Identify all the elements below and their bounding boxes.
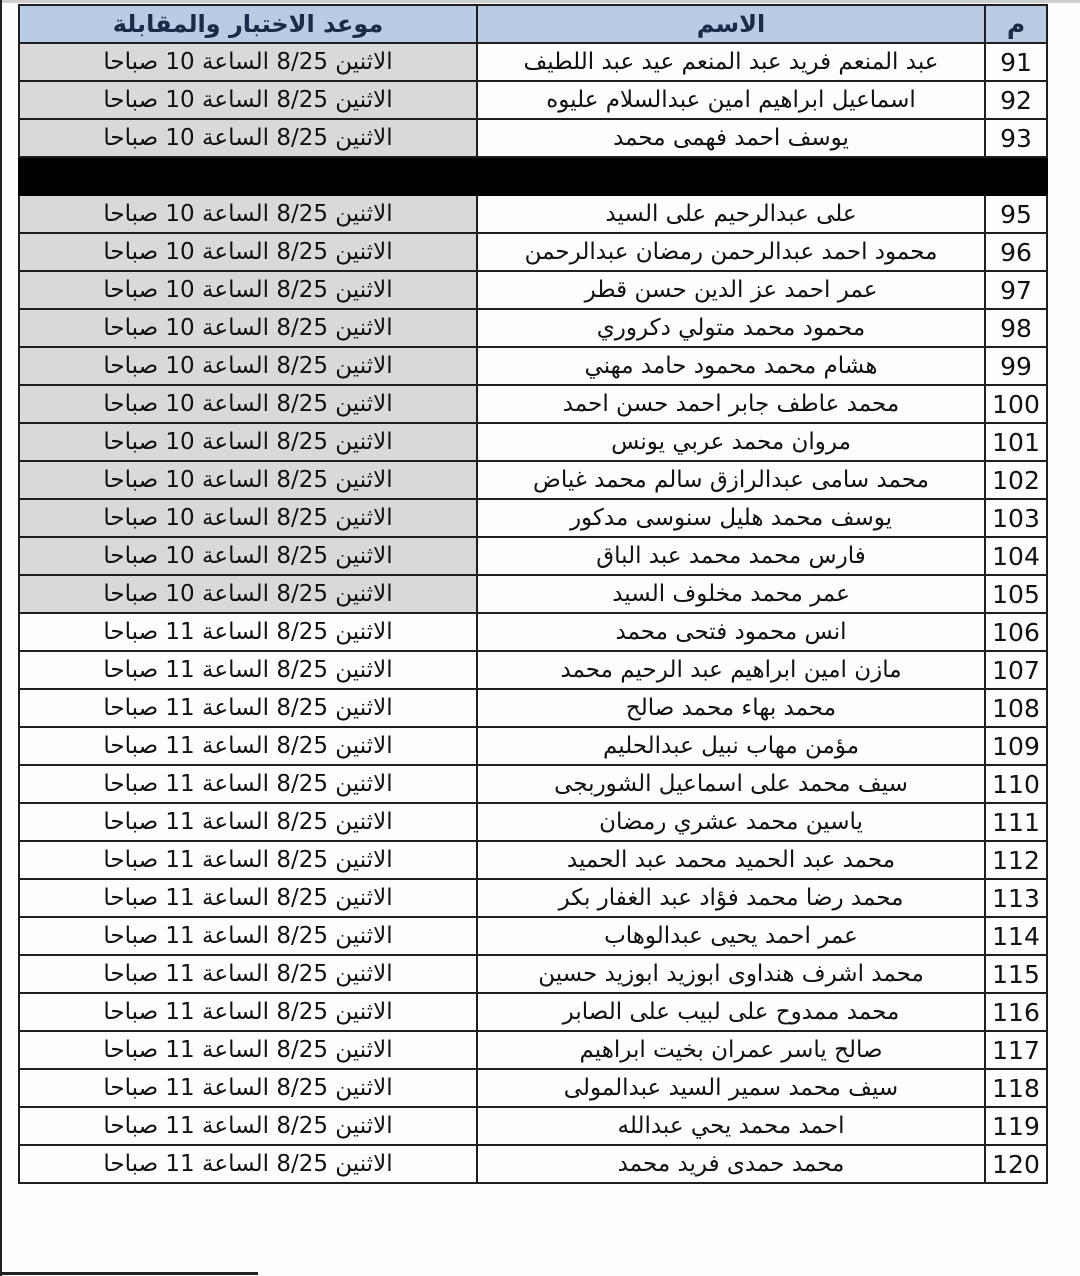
row-num: 114 [985, 917, 1047, 955]
table-row [19, 917, 1047, 955]
row-num: 98 [985, 309, 1047, 347]
row-num: 113 [985, 879, 1047, 917]
row-time: الاثنين 8/25 الساعة 11 صباحا [19, 879, 477, 917]
top-edge [0, 0, 1080, 3]
row-name: يوسف محمد هليل سنوسى مدكور [477, 499, 985, 537]
row-num: 109 [985, 727, 1047, 765]
table-row [19, 309, 1047, 347]
row-time: الاثنين 8/25 الساعة 10 صباحا [19, 271, 477, 309]
row-time: الاثنين 8/25 الساعة 10 صباحا [19, 347, 477, 385]
table-row [19, 385, 1047, 423]
table-row [19, 233, 1047, 271]
table-row [19, 1145, 1047, 1183]
row-num: 110 [985, 765, 1047, 803]
table-row [19, 1031, 1047, 1069]
table-row [19, 423, 1047, 461]
row-time: الاثنين 8/25 الساعة 10 صباحا [19, 119, 477, 157]
row-num: 105 [985, 575, 1047, 613]
row-num: 119 [985, 1107, 1047, 1145]
row-name: عمر احمد عز الدين حسن قطر [477, 271, 985, 309]
row-time: الاثنين 8/25 الساعة 11 صباحا [19, 1107, 477, 1145]
row-time: الاثنين 8/25 الساعة 11 صباحا [19, 993, 477, 1031]
row-time: الاثنين 8/25 الساعة 10 صباحا [19, 195, 477, 233]
row-num: 103 [985, 499, 1047, 537]
left-edge [0, 0, 2, 1276]
row-time: الاثنين 8/25 الساعة 11 صباحا [19, 727, 477, 765]
header-row [19, 5, 1047, 43]
row-num: 96 [985, 233, 1047, 271]
row-num: 115 [985, 955, 1047, 993]
header-num: م [985, 5, 1047, 43]
row-time: الاثنين 8/25 الساعة 10 صباحا [19, 309, 477, 347]
table-row [19, 1069, 1047, 1107]
row-num: 97 [985, 271, 1047, 309]
row-num: 108 [985, 689, 1047, 727]
row-name: محمد عاطف جابر احمد حسن احمد [477, 385, 985, 423]
row-num: 120 [985, 1145, 1047, 1183]
row-num: 106 [985, 613, 1047, 651]
row-name: يوسف احمد فهمى محمد [477, 119, 985, 157]
row-time: الاثنين 8/25 الساعة 11 صباحا [19, 841, 477, 879]
row-time: الاثنين 8/25 الساعة 11 صباحا [19, 1145, 477, 1183]
row-time: الاثنين 8/25 الساعة 11 صباحا [19, 955, 477, 993]
row-name: هشام محمد محمود حامد مهني [477, 347, 985, 385]
table-row [19, 765, 1047, 803]
row-name: صالح ياسر عمران بخيت ابراهيم [477, 1031, 985, 1069]
row-time: الاثنين 8/25 الساعة 11 صباحا [19, 689, 477, 727]
row-num: 107 [985, 651, 1047, 689]
row-num: 102 [985, 461, 1047, 499]
row-name: مؤمن مهاب نبيل عبدالحليم [477, 727, 985, 765]
row-num: 92 [985, 81, 1047, 119]
row-name: انس محمود فتحى محمد [477, 613, 985, 651]
table-row [19, 347, 1047, 385]
bottom-edge-line [0, 1272, 258, 1275]
row-time: الاثنين 8/25 الساعة 10 صباحا [19, 461, 477, 499]
table-row [19, 1107, 1047, 1145]
row-name: محمد عبد الحميد محمد عبد الحميد [477, 841, 985, 879]
row-name: فارس محمد محمد عبد الباق [477, 537, 985, 575]
row-name: محمد اشرف هنداوى ابوزيد ابوزيد حسين [477, 955, 985, 993]
table-row [19, 803, 1047, 841]
row-time: الاثنين 8/25 الساعة 11 صباحا [19, 917, 477, 955]
row-num: 104 [985, 537, 1047, 575]
row-name: سيف محمد سمير السيد عبدالمولى [477, 1069, 985, 1107]
row-name: عمر احمد يحيى عبدالوهاب [477, 917, 985, 955]
table-row [19, 499, 1047, 537]
row-time: الاثنين 8/25 الساعة 10 صباحا [19, 537, 477, 575]
table-row [19, 841, 1047, 879]
row-num: 99 [985, 347, 1047, 385]
header-time: موعد الاختبار والمقابلة [19, 5, 477, 43]
table-row [19, 575, 1047, 613]
row-time: الاثنين 8/25 الساعة 10 صباحا [19, 575, 477, 613]
row-name: محمد سامى عبدالرازق سالم محمد غياض [477, 461, 985, 499]
row-time: الاثنين 8/25 الساعة 11 صباحا [19, 613, 477, 651]
table-row [19, 195, 1047, 233]
table-row [19, 689, 1047, 727]
row-name: مازن امين ابراهيم عبد الرحيم محمد [477, 651, 985, 689]
row-time: الاثنين 8/25 الساعة 10 صباحا [19, 43, 477, 81]
row-name: عمر محمد مخلوف السيد [477, 575, 985, 613]
row-num: 91 [985, 43, 1047, 81]
row-name: احمد محمد يحي عبدالله [477, 1107, 985, 1145]
table-row [19, 271, 1047, 309]
header-name: الاسم [477, 5, 985, 43]
row-time: الاثنين 8/25 الساعة 11 صباحا [19, 1031, 477, 1069]
table-row [19, 955, 1047, 993]
row-name: محمود محمد متولي دكروري [477, 309, 985, 347]
row-name: اسماعيل ابراهيم امين عبدالسلام عليوه [477, 81, 985, 119]
row-name: محمود احمد عبدالرحمن رمضان عبدالرحمن [477, 233, 985, 271]
row-num: 101 [985, 423, 1047, 461]
row-time: الاثنين 8/25 الساعة 11 صباحا [19, 651, 477, 689]
redaction-bar [19, 157, 477, 195]
table-row [19, 993, 1047, 1031]
table-row [19, 81, 1047, 119]
table-row [19, 879, 1047, 917]
row-num: 118 [985, 1069, 1047, 1107]
row-time: الاثنين 8/25 الساعة 11 صباحا [19, 803, 477, 841]
row-num: 111 [985, 803, 1047, 841]
table-row [19, 119, 1047, 157]
redaction-bar [985, 157, 1047, 195]
row-name: محمد حمدى فريد محمد [477, 1145, 985, 1183]
table-row [19, 537, 1047, 575]
redaction-bar [477, 157, 985, 195]
redacted-row [19, 157, 1047, 195]
row-name: عبد المنعم فريد عبد المنعم عيد عبد اللطيف [477, 43, 985, 81]
row-num: 93 [985, 119, 1047, 157]
row-num: 100 [985, 385, 1047, 423]
table-row [19, 727, 1047, 765]
row-num: 116 [985, 993, 1047, 1031]
row-name: على عبدالرحيم على السيد [477, 195, 985, 233]
row-time: الاثنين 8/25 الساعة 10 صباحا [19, 385, 477, 423]
row-num: 117 [985, 1031, 1047, 1069]
row-num: 95 [985, 195, 1047, 233]
row-name: مروان محمد عربي يونس [477, 423, 985, 461]
row-name: ياسين محمد عشري رمضان [477, 803, 985, 841]
table-row [19, 651, 1047, 689]
row-name: محمد رضا محمد فؤاد عبد الغفار بكر [477, 879, 985, 917]
row-num: 112 [985, 841, 1047, 879]
row-time: الاثنين 8/25 الساعة 11 صباحا [19, 1069, 477, 1107]
table-row [19, 461, 1047, 499]
row-time: الاثنين 8/25 الساعة 10 صباحا [19, 499, 477, 537]
row-name: محمد ممدوح على لبيب على الصابر [477, 993, 985, 1031]
row-time: الاثنين 8/25 الساعة 11 صباحا [19, 765, 477, 803]
row-time: الاثنين 8/25 الساعة 10 صباحا [19, 233, 477, 271]
row-time: الاثنين 8/25 الساعة 10 صباحا [19, 423, 477, 461]
row-name: سيف محمد على اسماعيل الشوربجى [477, 765, 985, 803]
table-row [19, 613, 1047, 651]
table-row [19, 43, 1047, 81]
row-name: محمد بهاء محمد صالح [477, 689, 985, 727]
row-time: الاثنين 8/25 الساعة 10 صباحا [19, 81, 477, 119]
schedule-table [18, 4, 1048, 1184]
